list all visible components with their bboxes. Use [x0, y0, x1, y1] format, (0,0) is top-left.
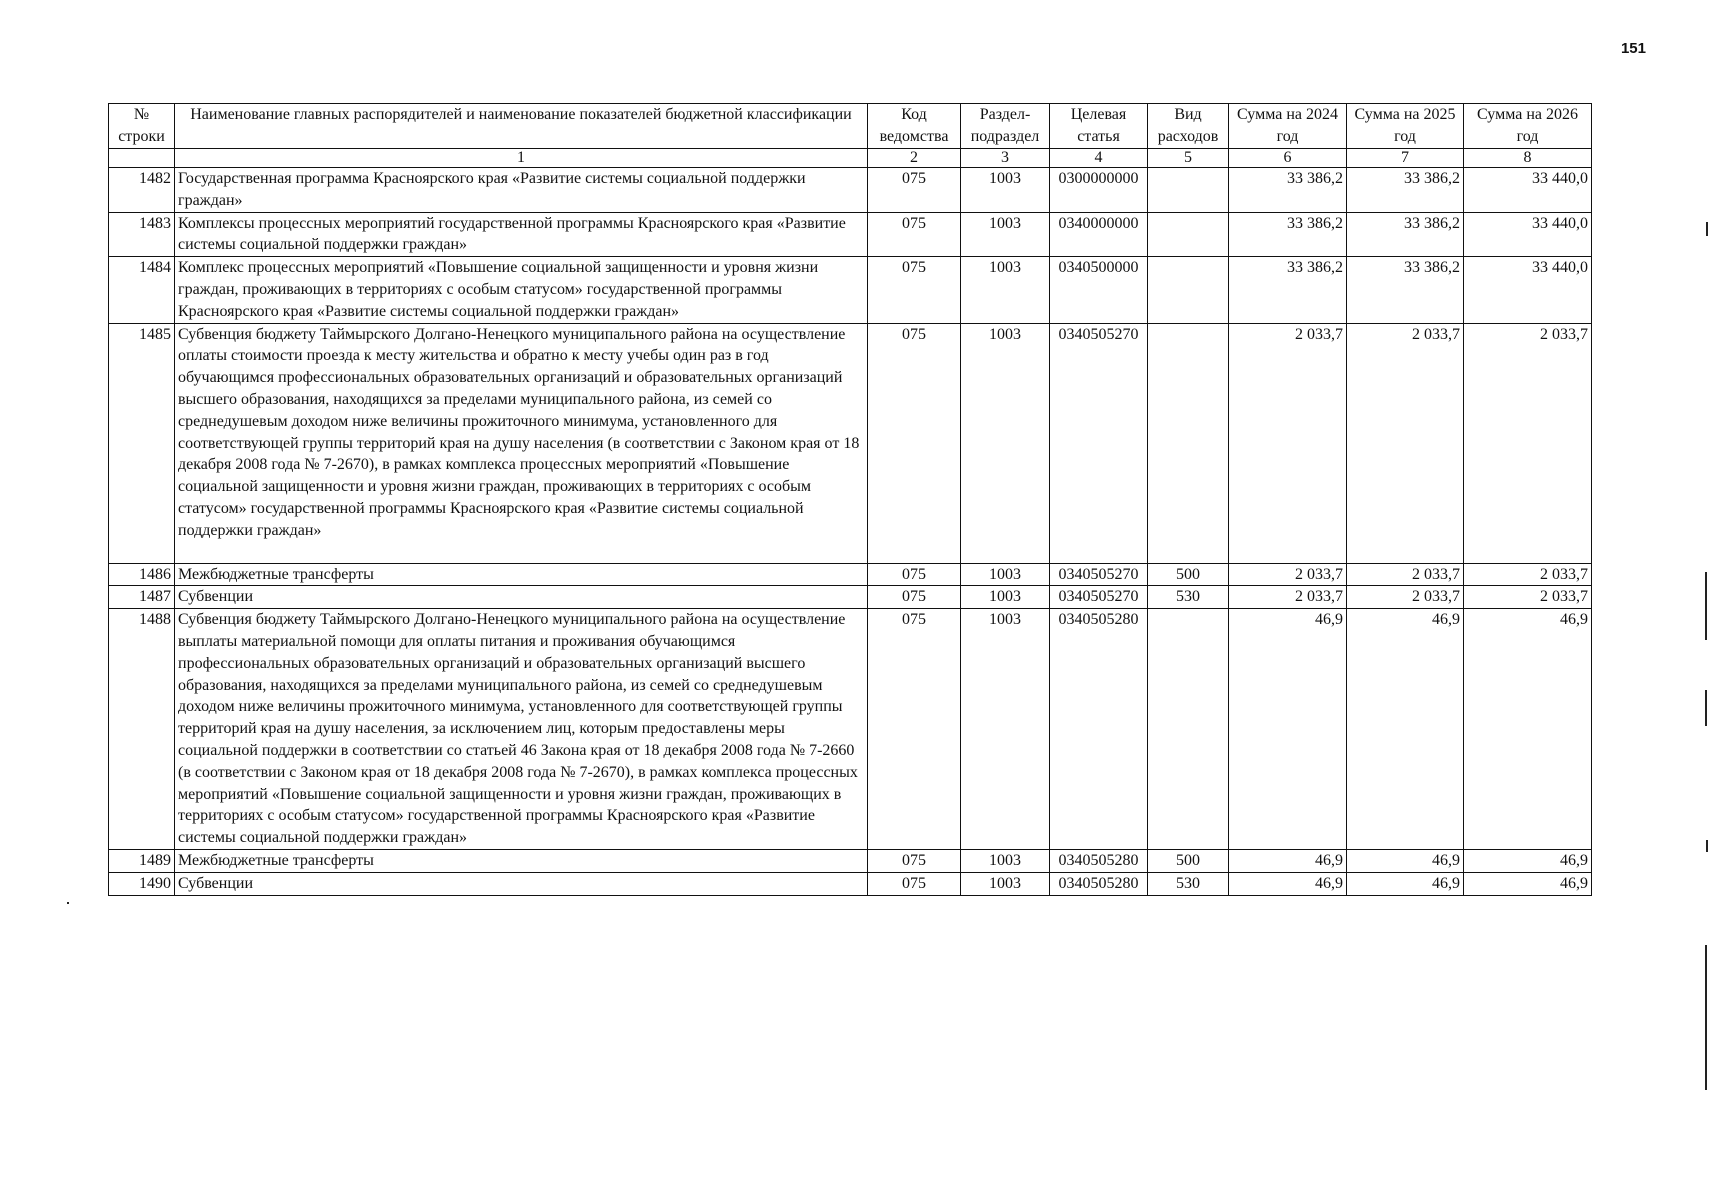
row-name: Межбюджетные трансферты: [175, 849, 868, 872]
row-name: Субвенция бюджету Таймырского Долгано-Ненецкого муниципального района на осуществление выплаты материальной помощи для оплаты питания и проживания обучающимся профессиональных образовательных организаций и образовательных организаций высшего образования, находящихся за пределами муниципального района, из семей со среднедушевым доходом ниже величины прожиточного минимума, установленного для соответствующей группы территорий края на душу населения, за исключением лиц, которым предоставлены меры социальной поддержки в соответствии со статьей 46 Закона края от 18 декабря 2008 года № 7-2660 (в соответствии с Законом края от 18 декабря 2008 года № 7-2670), в рамках комплекса процессных мероприятий «Повышение социальной защищенности и уровня жизни граждан, проживающих в территориях с особым статусом» государственной программы Красноярского края «Развитие системы социальной поддержки граждан»: [175, 609, 868, 850]
row-expense-type: [1148, 257, 1229, 323]
header-row: [109, 104, 1592, 149]
table-row: [109, 563, 1592, 586]
header-name: Наименование главных распорядителей и наименование показателей бюджетной классификации: [175, 104, 868, 149]
row-expense-type: 500: [1148, 563, 1229, 586]
row-expense-type: [1148, 323, 1229, 563]
column-index-row: [109, 149, 1592, 168]
row-target-article: 0300000000: [1050, 168, 1148, 213]
row-sum-2024: 46,9: [1229, 609, 1347, 850]
row-dept-code: 075: [868, 257, 961, 323]
row-sum-2026: 2 033,7: [1464, 586, 1592, 609]
table-row: [109, 872, 1592, 895]
table-row: [109, 609, 1592, 850]
row-sum-2025: 46,9: [1347, 609, 1464, 850]
table-row: [109, 586, 1592, 609]
row-number: 1483: [109, 212, 175, 257]
row-target-article: 0340505280: [1050, 849, 1148, 872]
scan-artifact: [1706, 222, 1708, 236]
row-target-article: 0340505270: [1050, 586, 1148, 609]
row-sum-2025: 33 386,2: [1347, 168, 1464, 213]
index-cell: 2: [868, 149, 961, 168]
row-section: 1003: [961, 849, 1050, 872]
budget-table: [108, 103, 1592, 896]
scan-artifact: [1705, 945, 1707, 1090]
row-expense-type: [1148, 212, 1229, 257]
row-sum-2025: 2 033,7: [1347, 323, 1464, 563]
row-number: 1490: [109, 872, 175, 895]
row-number: 1482: [109, 168, 175, 213]
row-dept-code: 075: [868, 212, 961, 257]
row-sum-2025: 2 033,7: [1347, 586, 1464, 609]
row-dept-code: 075: [868, 609, 961, 850]
index-cell: 5: [1148, 149, 1229, 168]
row-expense-type: 530: [1148, 586, 1229, 609]
row-section: 1003: [961, 563, 1050, 586]
row-name: Комплекс процессных мероприятий «Повышение социальной защищенности и уровня жизни граждан, проживающих в территориях с особым статусом» государственной программы Красноярского края «Развитие системы социальной поддержки граждан»: [175, 257, 868, 323]
row-sum-2026: 2 033,7: [1464, 323, 1592, 563]
index-cell: 6: [1229, 149, 1347, 168]
row-sum-2024: 46,9: [1229, 849, 1347, 872]
row-sum-2024: 33 386,2: [1229, 168, 1347, 213]
row-sum-2024: 33 386,2: [1229, 257, 1347, 323]
row-section: 1003: [961, 872, 1050, 895]
row-sum-2026: 46,9: [1464, 872, 1592, 895]
row-sum-2025: 33 386,2: [1347, 212, 1464, 257]
table-row: [109, 849, 1592, 872]
row-number: 1484: [109, 257, 175, 323]
row-sum-2026: 33 440,0: [1464, 257, 1592, 323]
row-sum-2025: 46,9: [1347, 872, 1464, 895]
row-sum-2025: 2 033,7: [1347, 563, 1464, 586]
table-row: [109, 323, 1592, 563]
scan-artifact: [1706, 840, 1708, 852]
row-section: 1003: [961, 168, 1050, 213]
row-sum-2025: 46,9: [1347, 849, 1464, 872]
header-section: Раздел-подраздел: [961, 104, 1050, 149]
row-dept-code: 075: [868, 563, 961, 586]
scan-artifact: [1705, 690, 1707, 726]
header-dept-code: Код ведомства: [868, 104, 961, 149]
row-section: 1003: [961, 586, 1050, 609]
table-row: [109, 168, 1592, 213]
row-number: 1487: [109, 586, 175, 609]
row-section: 1003: [961, 257, 1050, 323]
row-expense-type: [1148, 168, 1229, 213]
row-target-article: 0340505280: [1050, 609, 1148, 850]
row-section: 1003: [961, 323, 1050, 563]
row-sum-2026: 2 033,7: [1464, 563, 1592, 586]
row-dept-code: 075: [868, 168, 961, 213]
row-sum-2026: 33 440,0: [1464, 168, 1592, 213]
index-cell: 4: [1050, 149, 1148, 168]
header-row-number: № строки: [109, 104, 175, 149]
row-sum-2024: 2 033,7: [1229, 563, 1347, 586]
row-number: 1488: [109, 609, 175, 850]
table-row: [109, 257, 1592, 323]
table-row: [109, 212, 1592, 257]
row-sum-2024: 2 033,7: [1229, 586, 1347, 609]
row-sum-2026: 46,9: [1464, 609, 1592, 850]
index-cell: 3: [961, 149, 1050, 168]
scan-artifact: [67, 902, 69, 904]
row-expense-type: [1148, 609, 1229, 850]
row-name: Межбюджетные трансферты: [175, 563, 868, 586]
row-name: Государственная программа Красноярского края «Развитие системы социальной поддержки граждан»: [175, 168, 868, 213]
index-cell: 8: [1464, 149, 1592, 168]
row-name: Комплексы процессных мероприятий государственной программы Красноярского края «Развитие системы социальной поддержки граждан»: [175, 212, 868, 257]
row-target-article: 0340505280: [1050, 872, 1148, 895]
row-name: Субвенции: [175, 872, 868, 895]
row-dept-code: 075: [868, 849, 961, 872]
header-target-article: Целевая статья: [1050, 104, 1148, 149]
row-expense-type: 500: [1148, 849, 1229, 872]
row-target-article: 0340500000: [1050, 257, 1148, 323]
row-sum-2024: 33 386,2: [1229, 212, 1347, 257]
row-sum-2024: 46,9: [1229, 872, 1347, 895]
row-sum-2026: 33 440,0: [1464, 212, 1592, 257]
header-expense-type: Вид расходов: [1148, 104, 1229, 149]
row-number: 1486: [109, 563, 175, 586]
row-sum-2026: 46,9: [1464, 849, 1592, 872]
row-name: Субвенция бюджету Таймырского Долгано-Ненецкого муниципального района на осуществление оплаты стоимости проезда к месту жительства и обратно к месту учебы один раз в год обучающимся профессиональных образовательных организаций и образовательных организаций высшего образования, находящихся за пределами муниципального района, из семей со среднедушевым доходом ниже величины прожиточного минимума, установленного для соответствующей группы территорий края на душу населения (в соответствии с Законом края от 18 декабря 2008 года № 7-2670), в рамках комплекса процессных мероприятий «Повышение социальной защищенности и уровня жизни граждан, проживающих в территориях с особым статусом» государственной программы Красноярского края «Развитие системы социальной поддержки граждан»: [175, 323, 868, 563]
row-sum-2025: 33 386,2: [1347, 257, 1464, 323]
row-target-article: 0340505270: [1050, 323, 1148, 563]
row-dept-code: 075: [868, 872, 961, 895]
page-number: 151: [1620, 40, 1646, 57]
index-cell: [109, 149, 175, 168]
header-sum-2025: Сумма на 2025 год: [1347, 104, 1464, 149]
row-dept-code: 075: [868, 586, 961, 609]
row-section: 1003: [961, 609, 1050, 850]
row-number: 1485: [109, 323, 175, 563]
scan-artifact: [1705, 572, 1707, 640]
row-sum-2024: 2 033,7: [1229, 323, 1347, 563]
row-section: 1003: [961, 212, 1050, 257]
index-cell: 7: [1347, 149, 1464, 168]
row-target-article: 0340505270: [1050, 563, 1148, 586]
index-cell: 1: [175, 149, 868, 168]
row-dept-code: 075: [868, 323, 961, 563]
row-expense-type: 530: [1148, 872, 1229, 895]
row-number: 1489: [109, 849, 175, 872]
row-name: Субвенции: [175, 586, 868, 609]
header-sum-2024: Сумма на 2024 год: [1229, 104, 1347, 149]
row-target-article: 0340000000: [1050, 212, 1148, 257]
header-sum-2026: Сумма на 2026 год: [1464, 104, 1592, 149]
